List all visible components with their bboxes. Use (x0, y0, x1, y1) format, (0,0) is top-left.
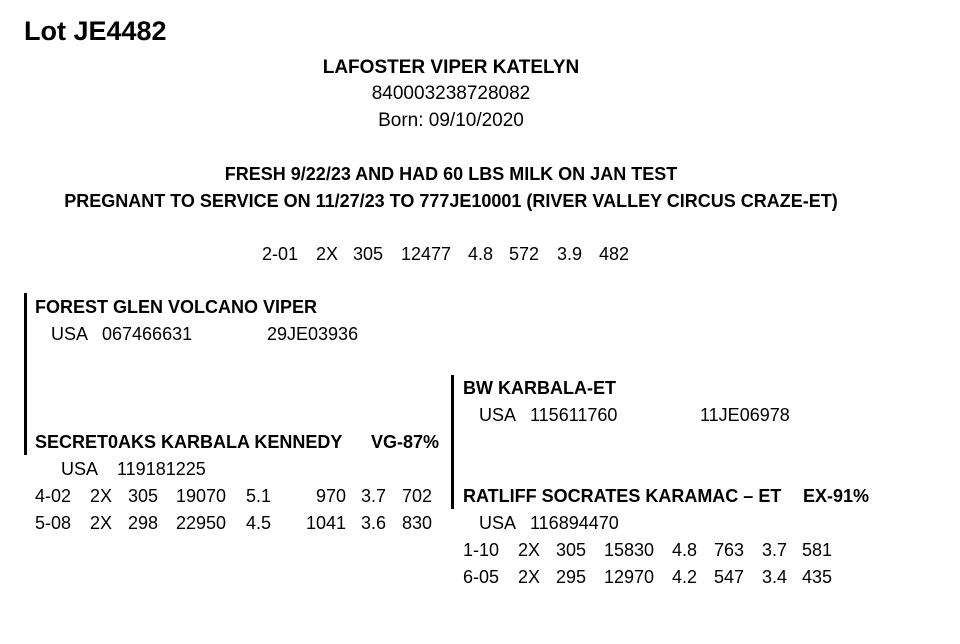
granddam-record-protein: 435 (802, 567, 833, 587)
dam-name: SECRET0AKS KARBALA KENNEDY (35, 432, 343, 452)
maternal-granddam-country: USA (479, 513, 517, 533)
production-record (262, 244, 629, 265)
dam-record-protein: 830 (402, 513, 433, 533)
dam-record-milkings: 2X (90, 486, 113, 506)
dam-record-protein: 702 (402, 486, 433, 506)
dam-record-fat-pct: 4.5 (246, 513, 272, 533)
granddam-record-row (463, 540, 832, 561)
dam-record-row (35, 513, 432, 534)
granddam-record-protein: 581 (802, 540, 833, 560)
granddam-record-row (463, 567, 832, 588)
dam-record-row (35, 486, 432, 507)
granddam-record-age: 1-10 (463, 540, 500, 560)
record-protein-pct: 3.9 (557, 244, 583, 264)
pregnancy-note: PREGNANT TO SERVICE ON 11/27/23 TO 777JE10001 (RIVER VALLEY CIRCUS CRAZE-ET) (64, 191, 838, 211)
granddam-record-days: 295 (556, 567, 587, 587)
maternal-grandsire-country: USA (479, 405, 517, 425)
dam-record-milk: 22950 (176, 513, 227, 533)
pedigree-bracket-left (24, 293, 27, 455)
dam-record-fat-pct: 5.1 (246, 486, 272, 506)
dam-record-milk: 19070 (176, 486, 227, 506)
granddam-record-age: 6-05 (463, 567, 500, 587)
dam-record-days: 305 (128, 486, 159, 506)
granddam-record-protein-pct: 3.4 (762, 567, 788, 587)
granddam-record-fat-pct: 4.8 (672, 540, 698, 560)
dam-record-fat: 970 (315, 486, 346, 506)
animal-registration: 840003238728082 (371, 83, 531, 104)
freshening-note: FRESH 9/22/23 AND HAD 60 LBS MILK ON JAN TEST (224, 164, 678, 184)
granddam-record-fat-pct: 4.2 (672, 567, 698, 587)
granddam-record-fat: 547 (714, 567, 745, 587)
maternal-grandsire-registration: 115611760 (530, 405, 618, 425)
dam-country: USA (61, 459, 99, 479)
granddam-record-fat: 763 (714, 540, 745, 560)
record-fat-pct: 4.8 (468, 244, 494, 264)
dam-record-protein-pct: 3.7 (361, 486, 387, 506)
record-milk: 12477 (401, 244, 452, 264)
granddam-record-milkings: 2X (518, 540, 541, 560)
dam-classification: VG-87% (371, 432, 440, 452)
granddam-record-milk: 12970 (604, 567, 655, 587)
animal-birth-date: Born: 09/10/2020 (378, 110, 524, 131)
maternal-granddam-classification: EX-91% (803, 486, 870, 506)
granddam-record-days: 305 (556, 540, 587, 560)
granddam-record-milkings: 2X (518, 567, 541, 587)
maternal-granddam-registration: 116894470 (530, 513, 619, 533)
dam-record-fat: 1041 (305, 513, 346, 533)
dam-record-age: 5-08 (35, 513, 72, 533)
record-days: 305 (353, 244, 384, 264)
sire-name: FOREST GLEN VOLCANO VIPER (35, 297, 318, 317)
dam-record-protein-pct: 3.6 (361, 513, 387, 533)
maternal-grandsire-code: 11JE06978 (700, 405, 790, 425)
dam-record-age: 4-02 (35, 486, 72, 506)
maternal-grandsire-name: BW KARBALA-ET (463, 378, 616, 398)
record-protein: 482 (599, 244, 630, 264)
maternal-granddam-name: RATLIFF SOCRATES KARAMAC – ET (463, 486, 782, 506)
granddam-record-protein-pct: 3.7 (762, 540, 788, 560)
dam-record-days: 298 (128, 513, 159, 533)
record-age: 2-01 (262, 244, 299, 264)
animal-name: LAFOSTER VIPER KATELYN (322, 57, 580, 78)
dam-record-milkings: 2X (90, 513, 113, 533)
sire-registration: 067466631 (102, 324, 193, 344)
record-fat: 572 (509, 244, 540, 264)
sire-code: 29JE03936 (267, 324, 359, 344)
lot-number: Lot JE4482 (24, 16, 167, 46)
record-milkings: 2X (316, 244, 339, 264)
sire-country: USA (51, 324, 89, 344)
dam-registration: 119181225 (117, 459, 206, 479)
pedigree-bracket-right (451, 375, 454, 509)
granddam-record-milk: 15830 (604, 540, 655, 560)
